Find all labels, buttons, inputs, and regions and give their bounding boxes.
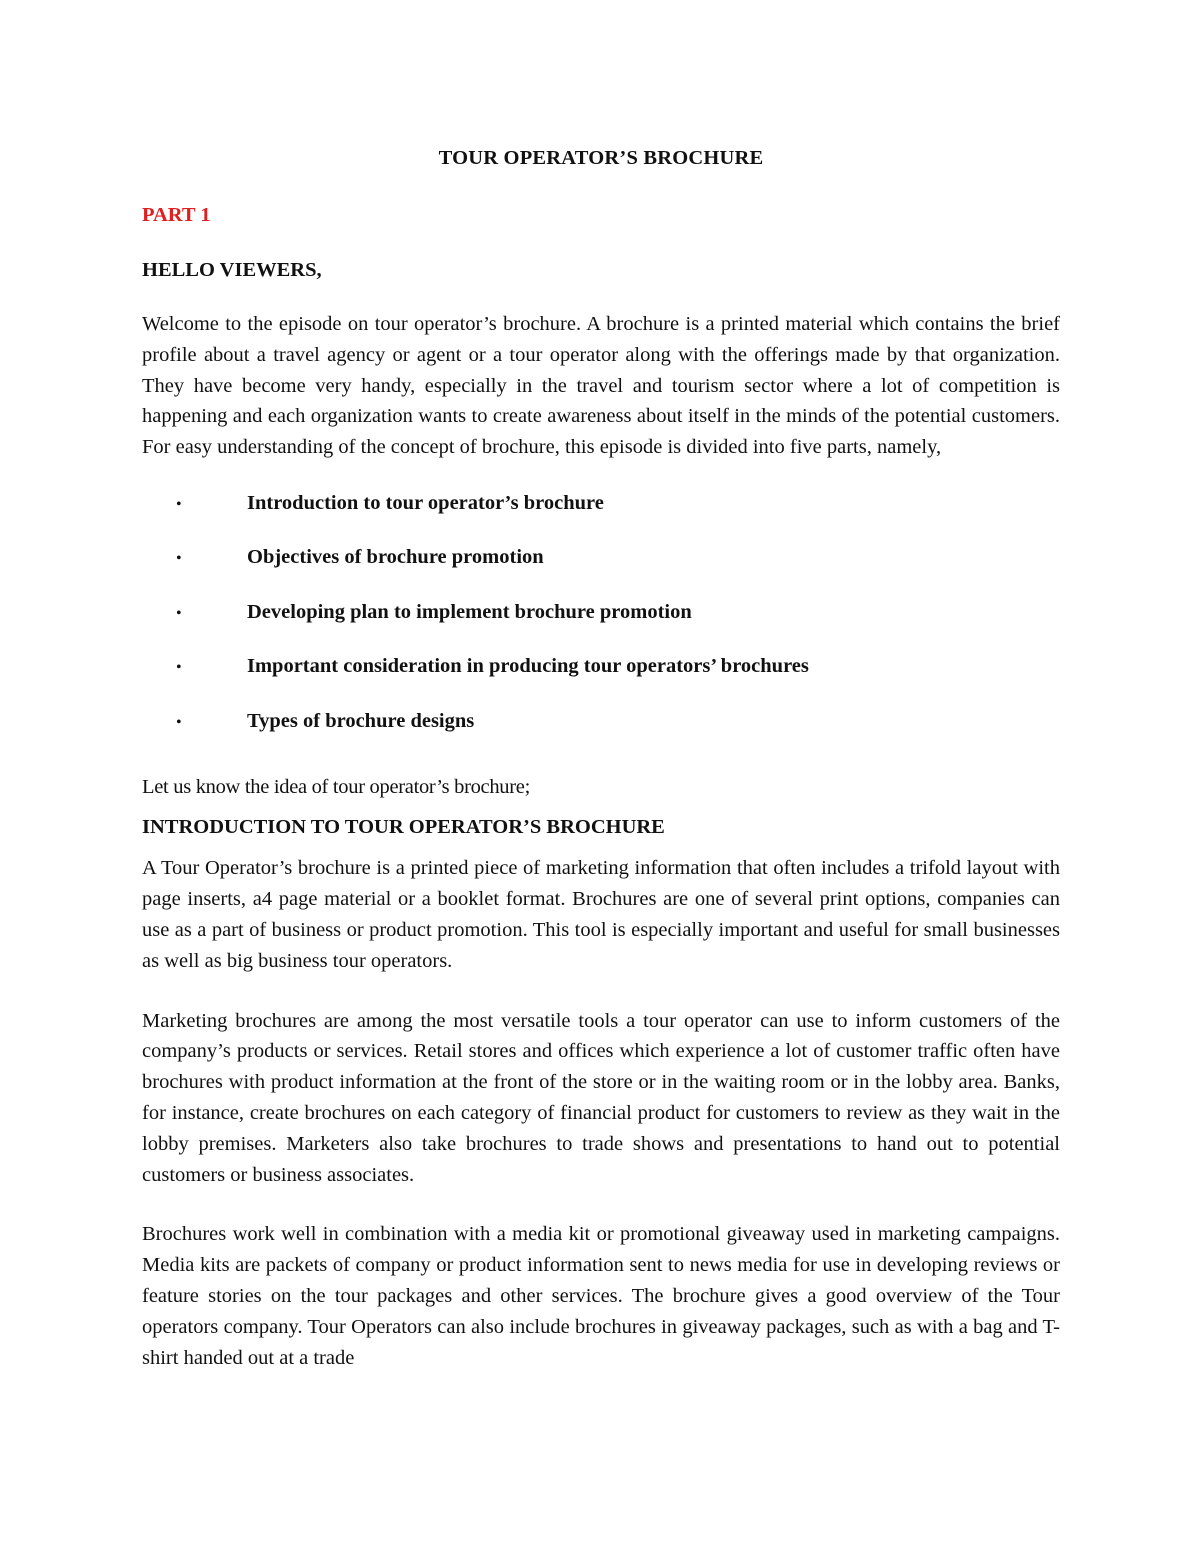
list-item-text: Introduction to tour operator’s brochure [247,491,604,514]
body-paragraph: Brochures work well in combination with a media kit or promotional giveaway used in marketing campaigns. Media kits are packets of company or product information sent to news media for use in developing reviews or feature stories on the tour packages and other services. The brochure gives a good overview of the Tour operators company. Tour Operators can also include brochures in giveaway packages, such as with a bag and T-shirt handed out at a trade [142,1223,1060,1369]
body-paragraph: A Tour Operator’s brochure is a printed piece of marketing information that often includes a trifold layout with page inserts, a4 page material or a booklet format. Brochures are one of several print options, companies can use as a part of business or product promotion. This tool is especially important and useful for small businesses as well as big business tour operators. [142,857,1060,972]
document-content [142,143,1060,1373]
list-item [142,597,1060,652]
list-item-text: Objectives of brochure promotion [247,546,544,569]
list-item-text: Types of brochure designs [247,709,475,732]
list-item [142,542,1060,597]
part-label: PART 1 [142,204,211,226]
bullet-icon: • [176,659,182,677]
bullet-icon: • [176,495,182,513]
bullet-icon: • [176,713,182,731]
list-item [142,651,1060,706]
list-item-text: Developing plan to implement brochure promotion [247,600,692,623]
bullet-icon: • [176,604,182,622]
bullet-icon: • [176,550,182,568]
lead-in-text: Let us know the idea of tour operator’s brochure; [142,776,530,799]
body-paragraph: Marketing brochures are among the most versatile tools a tour operator can use to inform customers of the company’s products or services. Retail stores and offices which experience a lot of customer traffic often have brochures with product information at the front of the store or in the waiting room or in the lobby area. Banks, for instance, create brochures on each category of financial product for customers to review as they wait in the lobby premises. Marketers also take brochures to trade shows and presentations to hand out to potential customers or business associates. [142,1009,1060,1186]
greeting-heading: HELLO VIEWERS, [142,259,322,281]
section-heading: INTRODUCTION TO TOUR OPERATOR’S BROCHURE [142,816,665,839]
list-item [142,488,1060,543]
list-item-text: Important consideration in producing tour operators’ brochures [247,655,809,678]
list-item [142,706,1060,761]
intro-paragraph: Welcome to the episode on tour operator’s brochure. A brochure is a printed material which contains the brief profile about a travel agency or agent or a tour operator along with the offerings made by that organization. They have become very handy, especially in the travel and tourism sector where a lot of competition is happening and each organization wants to create awareness about itself in the minds of the potential customers. For easy understanding of the concept of brochure, this episode is divided into five parts, namely, [142,313,1060,459]
episode-parts-list [142,488,1060,761]
document-title: TOUR OPERATOR’S BROCHURE [438,147,764,169]
